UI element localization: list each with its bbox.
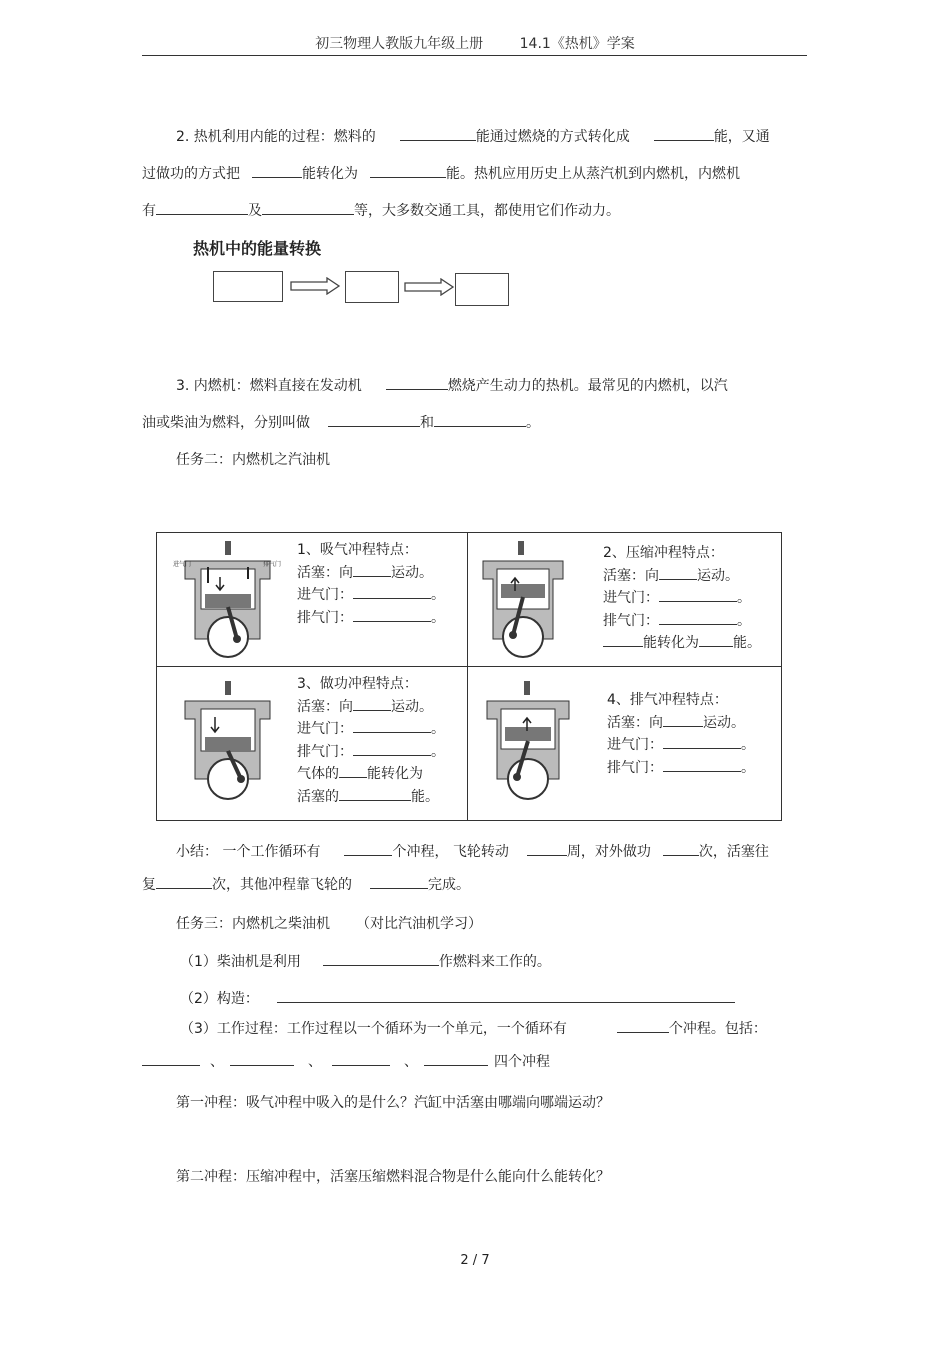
exhaust-intake-valve-blank[interactable] <box>663 735 741 749</box>
q2-blank-energy-c[interactable] <box>370 163 446 178</box>
diesel-fuel-blank[interactable] <box>323 951 439 966</box>
intake-stroke-title: 1、吸气冲程特点： <box>297 542 418 558</box>
task2-heading: 任务二：内燃机之汽油机 <box>176 452 330 468</box>
q2-blank-engine-b[interactable] <box>262 200 354 215</box>
page-number: 2 / 7 <box>460 1253 490 1268</box>
q3-blank-petrol[interactable] <box>328 412 420 427</box>
q3-blank-diesel[interactable] <box>434 412 526 427</box>
power-piston-blank[interactable] <box>353 697 391 711</box>
power-gas-energy-blank[interactable] <box>339 764 367 778</box>
summary-flywheel-blank[interactable] <box>527 841 567 856</box>
compression-piston-blank[interactable] <box>659 566 697 580</box>
diesel-strokes-line: 、 、 、 四个冲程 <box>142 1051 550 1072</box>
stage1-question: 第一冲程：吸气冲程中吸入的是什么？汽缸中活塞由哪端向哪端运动？ <box>176 1095 610 1111</box>
grid-divider-v <box>467 533 468 820</box>
header-lesson: 14.1《热机》学案 <box>519 36 635 52</box>
stage2-question: 第二冲程：压缩冲程中，活塞压缩燃料混合物是什么能向什么能转化？ <box>176 1169 610 1185</box>
power-stroke-text: 3、做功冲程特点： 活塞：向 运动。 进气门： 。 排气门： 。 气体的 能转化为 活塞的 能。 <box>297 673 445 808</box>
power-intake-valve-blank[interactable] <box>353 719 431 733</box>
exhaust-stroke-title: 4、排气冲程特点： <box>607 692 728 708</box>
power-stroke-title: 3、做功冲程特点： <box>297 676 418 692</box>
energy-conversion-title: 热机中的能量转换 <box>193 239 322 258</box>
diesel-structure-blank[interactable] <box>277 988 735 1003</box>
power-stroke-engine-diagram <box>165 679 295 804</box>
summary-piston-blank[interactable] <box>156 874 212 889</box>
page-header <box>0 33 950 53</box>
intake-exhaust-valve-blank[interactable] <box>353 608 431 622</box>
energy-arrow-1 <box>289 277 341 295</box>
power-piston-energy-blank[interactable] <box>339 787 411 801</box>
summary-strokes-blank[interactable] <box>344 841 392 856</box>
power-exhaust-valve-blank[interactable] <box>353 742 431 756</box>
compression-exhaust-valve-blank[interactable] <box>659 611 737 625</box>
intake-stroke-text: 1、吸气冲程特点： 活塞：向 运动。 进气门： 。 排气门： 。 <box>297 539 445 629</box>
compression-intake-valve-blank[interactable] <box>659 588 737 602</box>
diesel-stroke-2-blank[interactable] <box>230 1051 294 1066</box>
q2-blank-fuel[interactable] <box>400 126 476 141</box>
q3-blank-location[interactable] <box>386 375 448 390</box>
compression-stroke-text: 2、压缩冲程特点： 活塞：向 运动。 进气门： 。 排气门： 。 能转化为 能。 <box>603 542 761 655</box>
q2-blank-energy-a[interactable] <box>654 126 714 141</box>
diesel-stroke-1-blank[interactable] <box>142 1051 200 1066</box>
energy-arrow-2 <box>403 278 455 296</box>
intake-stroke-engine-diagram <box>165 539 295 659</box>
exhaust-valve-label: 排气门 <box>263 561 282 568</box>
stroke-grid <box>156 532 782 821</box>
task3-heading: 任务三：内燃机之柴油机 （对比汽油机学习） <box>176 916 482 932</box>
diesel-q3: （3）工作过程：工作过程以一个循环为一个单元，一个循环有 个冲程。包括： <box>180 1018 767 1039</box>
summary-line-1: 小结： 一个工作循环有 个冲程， 飞轮转动 周，对外做功 次，活塞往 <box>176 841 769 862</box>
compression-energy-to-blank[interactable] <box>699 633 733 647</box>
compression-stroke-engine-diagram <box>475 539 605 659</box>
diesel-stroke-count-blank[interactable] <box>617 1018 669 1033</box>
intake-piston-blank[interactable] <box>353 563 391 577</box>
diesel-stroke-4-blank[interactable] <box>424 1051 488 1066</box>
q2-blank-energy-b[interactable] <box>252 163 302 178</box>
grid-divider-h <box>157 666 781 667</box>
compression-energy-from-blank[interactable] <box>603 633 643 647</box>
energy-box-1[interactable] <box>213 271 283 302</box>
q3-line-2: 油或柴油为燃料，分别叫做 和 。 <box>142 412 540 433</box>
q2-line-1: 2. 热机利用内能的过程：燃料的 能通过燃烧的方式转化成 能，又通 <box>176 126 770 147</box>
summary-inertia-blank[interactable] <box>370 874 428 889</box>
exhaust-exhaust-valve-blank[interactable] <box>663 758 741 772</box>
diesel-q1: （1）柴油机是利用 作燃料来工作的。 <box>180 951 551 972</box>
header-course: 初三物理人教版九年级上册 <box>315 36 484 52</box>
q2-line-2: 过做功的方式把 能转化为 能。热机应用历史上从蒸汽机到内燃机，内燃机 <box>142 163 740 184</box>
q2-blank-engine-a[interactable] <box>156 200 248 215</box>
q2-line-3: 有 及 等，大多数交通工具，都使用它们作动力。 <box>142 200 620 221</box>
header-rule <box>142 55 807 56</box>
intake-intake-valve-blank[interactable] <box>353 585 431 599</box>
energy-box-2[interactable] <box>345 271 399 303</box>
q3-line-1: 3. 内燃机：燃料直接在发动机 燃烧产生动力的热机。最常见的内燃机，以汽 <box>176 375 728 396</box>
summary-line-2: 复 次，其他冲程靠飞轮的 完成。 <box>142 874 470 895</box>
exhaust-piston-blank[interactable] <box>663 713 703 727</box>
diesel-q2: （2）构造： <box>180 988 735 1009</box>
diesel-stroke-3-blank[interactable] <box>332 1051 390 1066</box>
intake-valve-label: 进气门 <box>173 561 192 568</box>
exhaust-stroke-text: 4、排气冲程特点： 活塞：向 运动。 进气门： 。 排气门： 。 <box>607 689 755 779</box>
compression-stroke-title: 2、压缩冲程特点： <box>603 545 724 561</box>
energy-box-3[interactable] <box>455 273 509 306</box>
exhaust-stroke-engine-diagram <box>479 679 609 804</box>
summary-work-blank[interactable] <box>663 841 699 856</box>
